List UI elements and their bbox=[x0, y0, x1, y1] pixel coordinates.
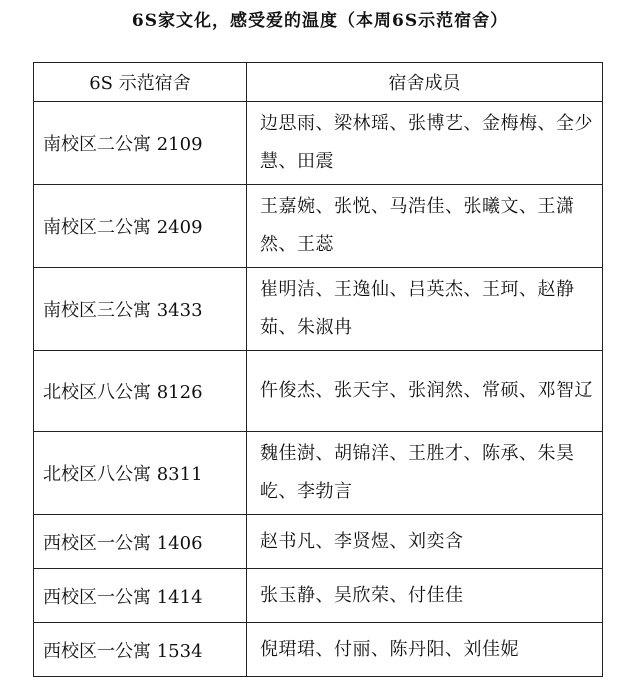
dorm-name-cell: 南校区二公寓 2109 bbox=[34, 102, 247, 185]
table-row bbox=[34, 185, 603, 268]
members-cell: 崔明洁、王逸仙、吕英杰、王珂、赵静茹、朱淑冉 bbox=[247, 268, 603, 351]
dorm-name-cell: 南校区三公寓 3433 bbox=[34, 268, 247, 351]
dorm-name-cell: 北校区八公寓 8126 bbox=[34, 351, 247, 432]
members-cell: 魏佳澍、胡锦洋、王胜才、陈承、朱昊屹、李勃言 bbox=[247, 432, 603, 515]
dorm-name-cell: 西校区一公寓 1534 bbox=[34, 623, 247, 677]
dorm-name-cell: 南校区二公寓 2409 bbox=[34, 185, 247, 268]
dorm-name-cell: 北校区八公寓 8311 bbox=[34, 432, 247, 515]
table-row bbox=[34, 569, 603, 623]
members-cell: 赵书凡、李贤煜、刘奕含 bbox=[247, 515, 603, 569]
members-cell: 仵俊杰、张天宇、张润然、常硕、邓智辽 bbox=[247, 351, 603, 432]
dorm-table bbox=[33, 62, 603, 677]
members-cell: 张玉静、吴欣荣、付佳佳 bbox=[247, 569, 603, 623]
table-row bbox=[34, 268, 603, 351]
header-dorm: 6S 示范宿舍 bbox=[34, 63, 247, 102]
table-row bbox=[34, 623, 603, 677]
table-row bbox=[34, 102, 603, 185]
dorm-name-cell: 西校区一公寓 1406 bbox=[34, 515, 247, 569]
table-row bbox=[34, 432, 603, 515]
members-cell: 边思雨、梁林瑶、张博艺、金梅梅、全少慧、田震 bbox=[247, 102, 603, 185]
page-title: 6S家文化，感受爱的温度（本周6S示范宿舍） bbox=[131, 11, 509, 31]
members-cell: 王嘉婉、张悦、马浩佳、张曦文、王潇然、王蕊 bbox=[247, 185, 603, 268]
table-row bbox=[34, 351, 603, 432]
header-members: 宿舍成员 bbox=[247, 63, 603, 102]
members-cell: 倪珺珺、付丽、陈丹阳、刘佳妮 bbox=[247, 623, 603, 677]
table-header-row bbox=[34, 63, 603, 102]
dorm-name-cell: 西校区一公寓 1414 bbox=[34, 569, 247, 623]
table-row bbox=[34, 515, 603, 569]
